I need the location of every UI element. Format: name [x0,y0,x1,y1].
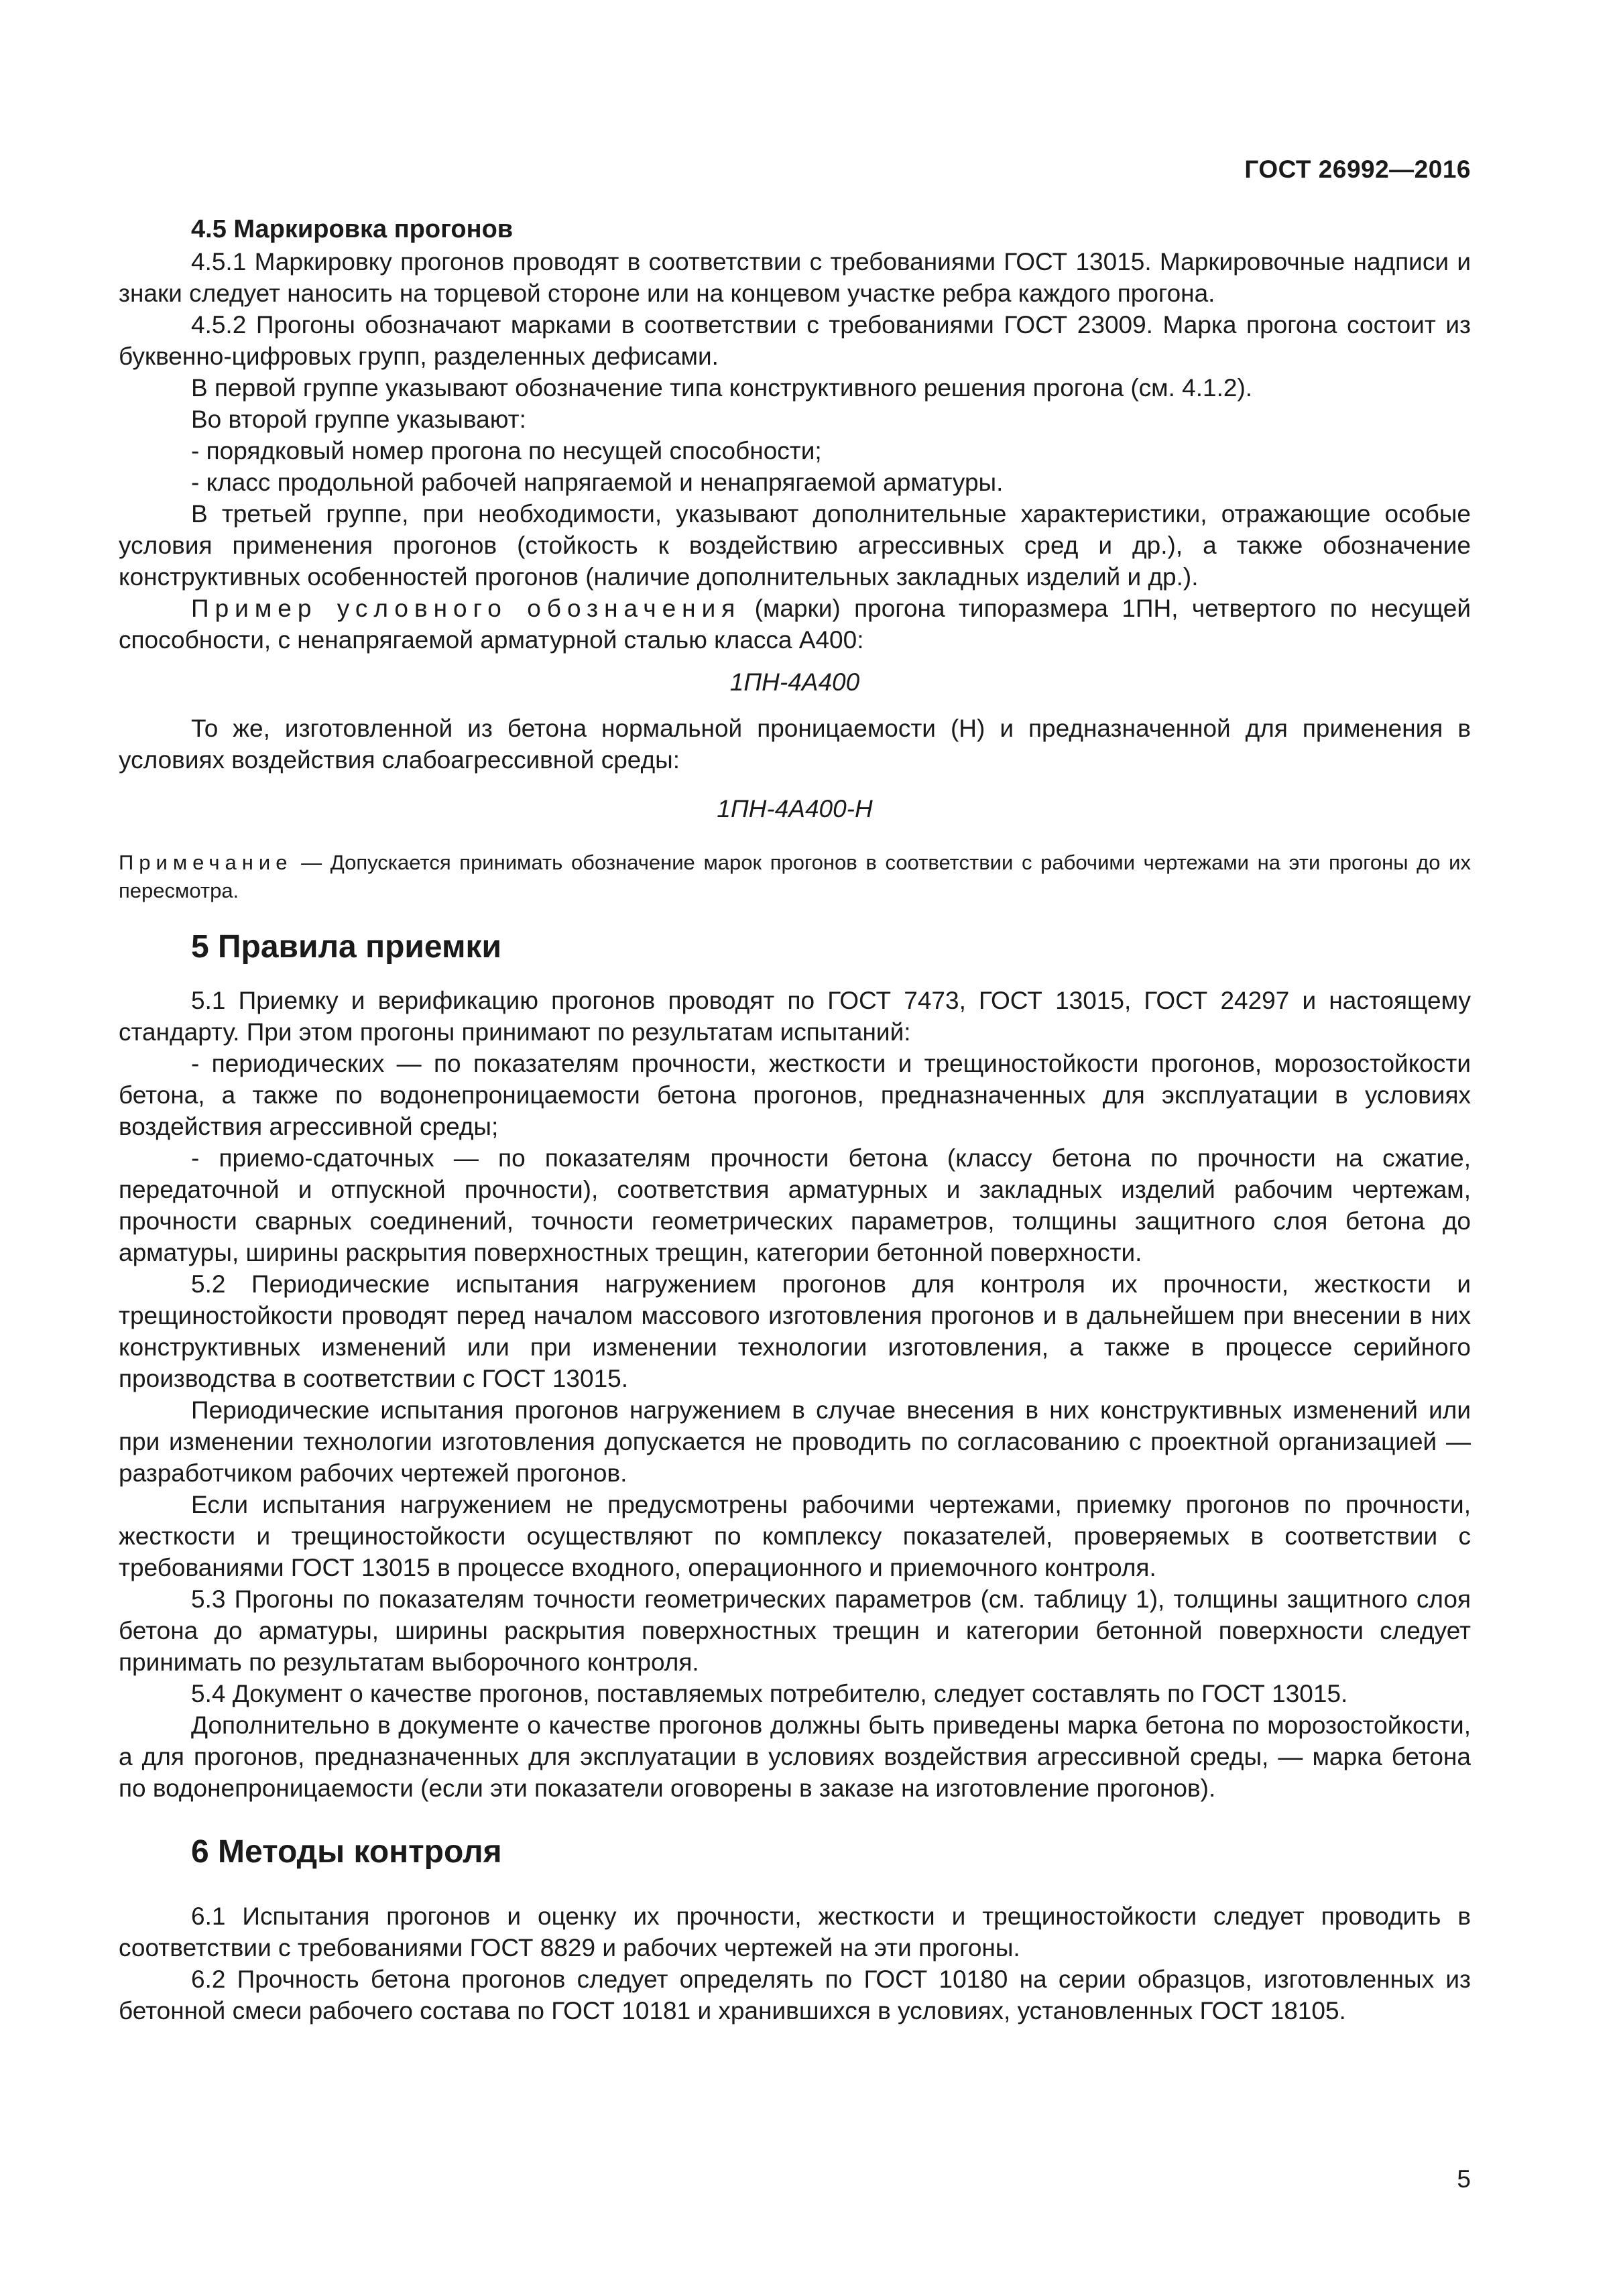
section-title-6: 6 Методы контроля [191,1834,502,1870]
paragraph: 5.3 Прогоны по показателям точности геометрических параметров (см. таблицу 1), толщины защитного слоя бетона до арматуры, ширины раскрытия поверхностных трещин и категории бетонной поверхности следует принимать по результатам выборочного контроля. [119,1585,1471,1676]
document-code: ГОСТ 26992—2016 [1244,156,1471,183]
paragraph: 5.2 Периодические испытания нагружением прогонов для контроля их прочности, жесткости и трещиностойкости проводят перед началом массового изготовления прогонов и в дальнейшем при внесении в них конструктивных изменений или при изменении технологии изготовления, а также в процессе серийного производства в соответствии с ГОСТ 13015. [119,1270,1471,1392]
paragraph: 6.2 Прочность бетона прогонов следует определять по ГОСТ 10180 на серии образцов, изготовленных из бетонной смеси рабочего состава по ГОСТ 10181 и хранившихся в условиях, установленных ГОСТ 18105. [119,1966,1471,2025]
example-label: Пример условного обозначения [191,595,741,622]
example-paragraph [119,593,1471,656]
designation-formula: 1ПН-4А400 [729,668,860,696]
paragraph: В третьей группе, при необходимости, указывают дополнительные характеристики, отражающие особые условия применения прогонов (стойкость к воздействию агрессивных сред и др.), а также обозначение конструктивных особенностей прогонов (наличие дополнительных закладных изделий и др.). [119,500,1471,591]
page-number: 5 [1457,2165,1471,2193]
paragraph: 4.5.1 Маркировку прогонов проводят в соответствии с требованиями ГОСТ 13015. Маркировочные надписи и знаки следует наносить на торцевой стороне или на концевом участке ребра каждого прогона. [119,248,1471,307]
section-title-5: 5 Правила приемки [191,929,502,965]
paragraph: Периодические испытания прогонов нагружением в случае внесения в них конструктивных изменений или при изменении технологии изготовления допускается не проводить по согласованию с проектной организацией — разработчиком рабочих чертежей прогонов. [119,1396,1471,1487]
list-item: - порядковый номер прогона по несущей способности; [191,437,822,465]
paragraph: Дополнительно в документе о качестве прогонов должны быть приведены марка бетона по морозостойкости, а для прогонов, предназначенных для эксплуатации в условиях воздействия агрессивной среды, — марка бетона по водонепроницаемости (если эти показатели оговорены в заказе на изготовление прогонов). [119,1711,1471,1802]
paragraph: В первой группе указывают обозначение типа конструктивного решения прогона (см. 4.1.2). [191,374,1253,402]
subsection-title-4-5: 4.5 Маркировка прогонов [191,215,514,243]
paragraph: 5.4 Документ о качестве прогонов, поставляемых потребителю, следует составлять по ГОСТ 13015. [191,1680,1348,1707]
list-item: - периодических — по показателям прочности, жесткости и трещиностойкости прогонов, морозостойкости бетона, а также по водонепроницаемости бетона прогонов, предназначенных для эксплуатации в условиях воздействия агрессивной среды; [119,1050,1471,1140]
designation-formula: 1ПН-4А400-Н [717,795,873,823]
page-content [119,151,1471,2027]
paragraph: То же, изготовленной из бетона нормальной проницаемости (Н) и предназначенной для применения в условиях воздействия слабоагрессивной среды: [119,715,1471,774]
paragraph: Во второй группе указывают: [191,406,526,433]
note-label: Примечание [119,851,293,874]
note [119,849,1471,905]
example-text: (марки) прогона типоразмера 1ПН, четвертого по несущей способности, с ненапрягаемой арматурной сталью класса А400: [119,595,1471,654]
paragraph: 5.1 Приемку и верификацию прогонов проводят по ГОСТ 7473, ГОСТ 13015, ГОСТ 24297 и настоящему стандарту. При этом прогоны принимают по результатам испытаний: [119,987,1471,1046]
list-item: - класс продольной рабочей напрягаемой и ненапрягаемой арматуры. [191,469,1004,496]
note-text: — Допускается принимать обозначение марок прогонов в соответствии с рабочими чертежами на эти прогоны до их пересмотра. [119,851,1471,902]
paragraph: 4.5.2 Прогоны обозначают марками в соответствии с требованиями ГОСТ 23009. Марка прогона состоит из буквенно-цифровых групп, разделенных дефисами. [119,311,1471,370]
paragraph: 6.1 Испытания прогонов и оценку их прочности, жесткости и трещиностойкости следует проводить в соответствии с требованиями ГОСТ 8829 и рабочих чертежей на эти прогоны. [119,1902,1471,1961]
list-item: - приемо-сдаточных — по показателям прочности бетона (классу бетона по прочности на сжатие, передаточной и отпускной прочности), соответствия арматурных и закладных изделий рабочим чертежам, прочности сварных соединений, точности геометрических параметров, толщины защитного слоя бетона до арматуры, ширины раскрытия поверхностных трещин, категории бетонной поверхности. [119,1144,1471,1266]
paragraph: Если испытания нагружением не предусмотрены рабочими чертежами, приемку прогонов по прочности, жесткости и трещиностойкости осуществляют по комплексу показателей, проверяемых в соответствии с требованиями ГОСТ 13015 в процессе входного, операционного и приемочного контроля. [119,1491,1471,1581]
